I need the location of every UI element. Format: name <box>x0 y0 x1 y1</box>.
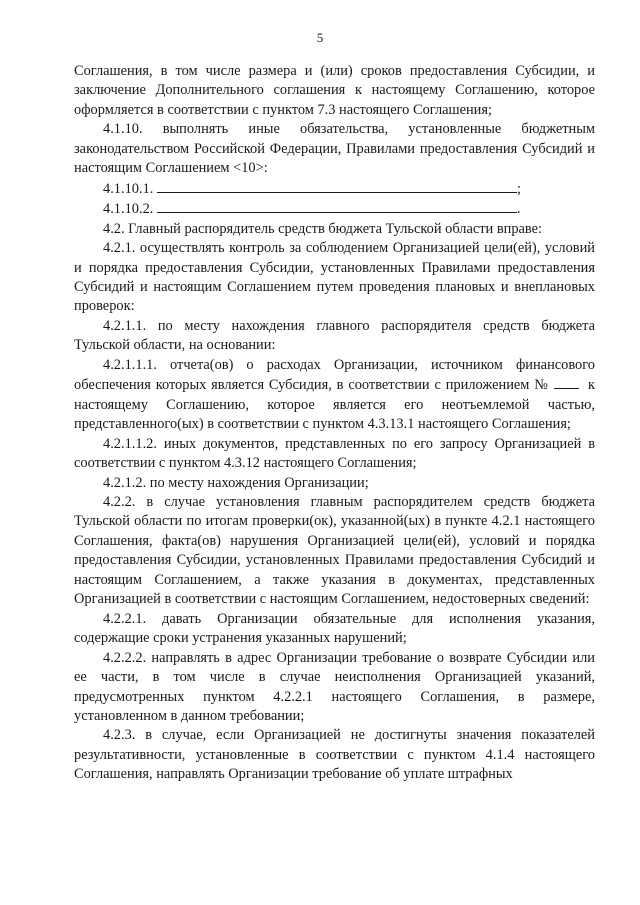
paragraph-4-2-1: 4.2.1. осуществлять контроль за соблюдением Организацией цели(ей), условий и порядка предоставления Субсидии, установленных Правилами предоставления Субсидий и настоящим Соглашением путем проведения плановых и внеплановых проверок: <box>74 240 595 315</box>
paragraph-4-2: 4.2. Главный распорядитель средств бюджета Тульской области вправе: <box>103 220 542 237</box>
page-number: 5 <box>316 30 324 45</box>
item-end-punctuation: ; <box>516 180 521 197</box>
paragraph-4-2-1-1-1 <box>74 356 595 435</box>
paragraph-4-1-10: 4.1.10. выполнять иные обязательства, установленные бюджетным законодательством Российской Федерации, Правилами предоставления Субсидий и настоящим Соглашением <10>: <box>74 121 595 177</box>
paragraph-4-2-1-2: 4.2.1.2. по месту нахождения Организации; <box>103 474 369 491</box>
paragraph-text-part1: 4.2.1.1.1. отчета(ов) о расходах Организации, источником финансового обеспечения которых является Субсидия, в соответствии с приложением № <box>74 356 595 394</box>
paragraph-4-2-2: 4.2.2. в случае установления главным распорядителем средств бюджета Тульской области по итогам проверки(ок), указанной(ых) в пункте 4.2.1 настоящего Соглашения, факта(ов) нарушения Организацией цели(ей), условий и порядка предоставления Субсидии, установленных Правилами предоставления Субсидий и настоящим Соглашением, а также указания в документах, представленных Организацией в соответствии с настоящим Соглашением, недостоверных сведений: <box>74 493 595 608</box>
paragraph-4-1-10-1 <box>74 179 595 199</box>
paragraph-continuation: Соглашения, в том числе размера и (или) сроков предоставления Субсидии, и заключение Дополнительного соглашения к настоящему Соглашению, которое оформляется в соответствии с пунктом 7.3 настоящего Соглашения; <box>74 63 595 118</box>
item-label: 4.1.10.1. <box>103 180 154 197</box>
paragraph-4-2-2-2: 4.2.2.2. направлять в адрес Организации требование о возврате Субсидии или ее части, в том числе в случае неисполнения Организацией указаний, предусмотренных пунктом 4.2.2.1 настоящего Соглашения, в размере, установленном в данном требовании; <box>74 649 595 724</box>
item-label: 4.1.10.2. <box>103 201 154 218</box>
item-end-punctuation: . <box>516 201 521 218</box>
paragraph-4-2-1-1-2: 4.2.1.1.2. иных документов, представленных по его запросу Организацией в соответствии с пунктом 4.3.12 настоящего Соглашения; <box>74 435 595 472</box>
paragraph-4-1-10-2 <box>74 199 595 219</box>
paragraph-4-2-1-1: 4.2.1.1. по месту нахождения главного распорядителя средств бюджета Тульской области, на основании: <box>74 317 595 354</box>
fill-in-blank-line <box>157 179 517 193</box>
paragraph-text-part2: к настоящему Соглашению, которое является его неотъемлемой частью, представленного(ых) в соответствии с пунктом 4.3.13.1 настоящего Соглашения; <box>74 377 595 433</box>
paragraph-4-2-3: 4.2.3. в случае, если Организацией не достигнуты значения показателей результативности, установленные в соответствии с пунктом 4.1.4 настоящего Соглашения, направлять Организации требование об уплате штрафных <box>74 727 595 783</box>
fill-in-blank-line <box>157 199 517 213</box>
appendix-number-blank <box>554 375 579 389</box>
paragraph-4-2-2-1: 4.2.2.1. давать Организации обязательные для исполнения указания, содержащие сроки устранения указанных нарушений; <box>74 610 595 647</box>
document-body <box>74 62 595 785</box>
